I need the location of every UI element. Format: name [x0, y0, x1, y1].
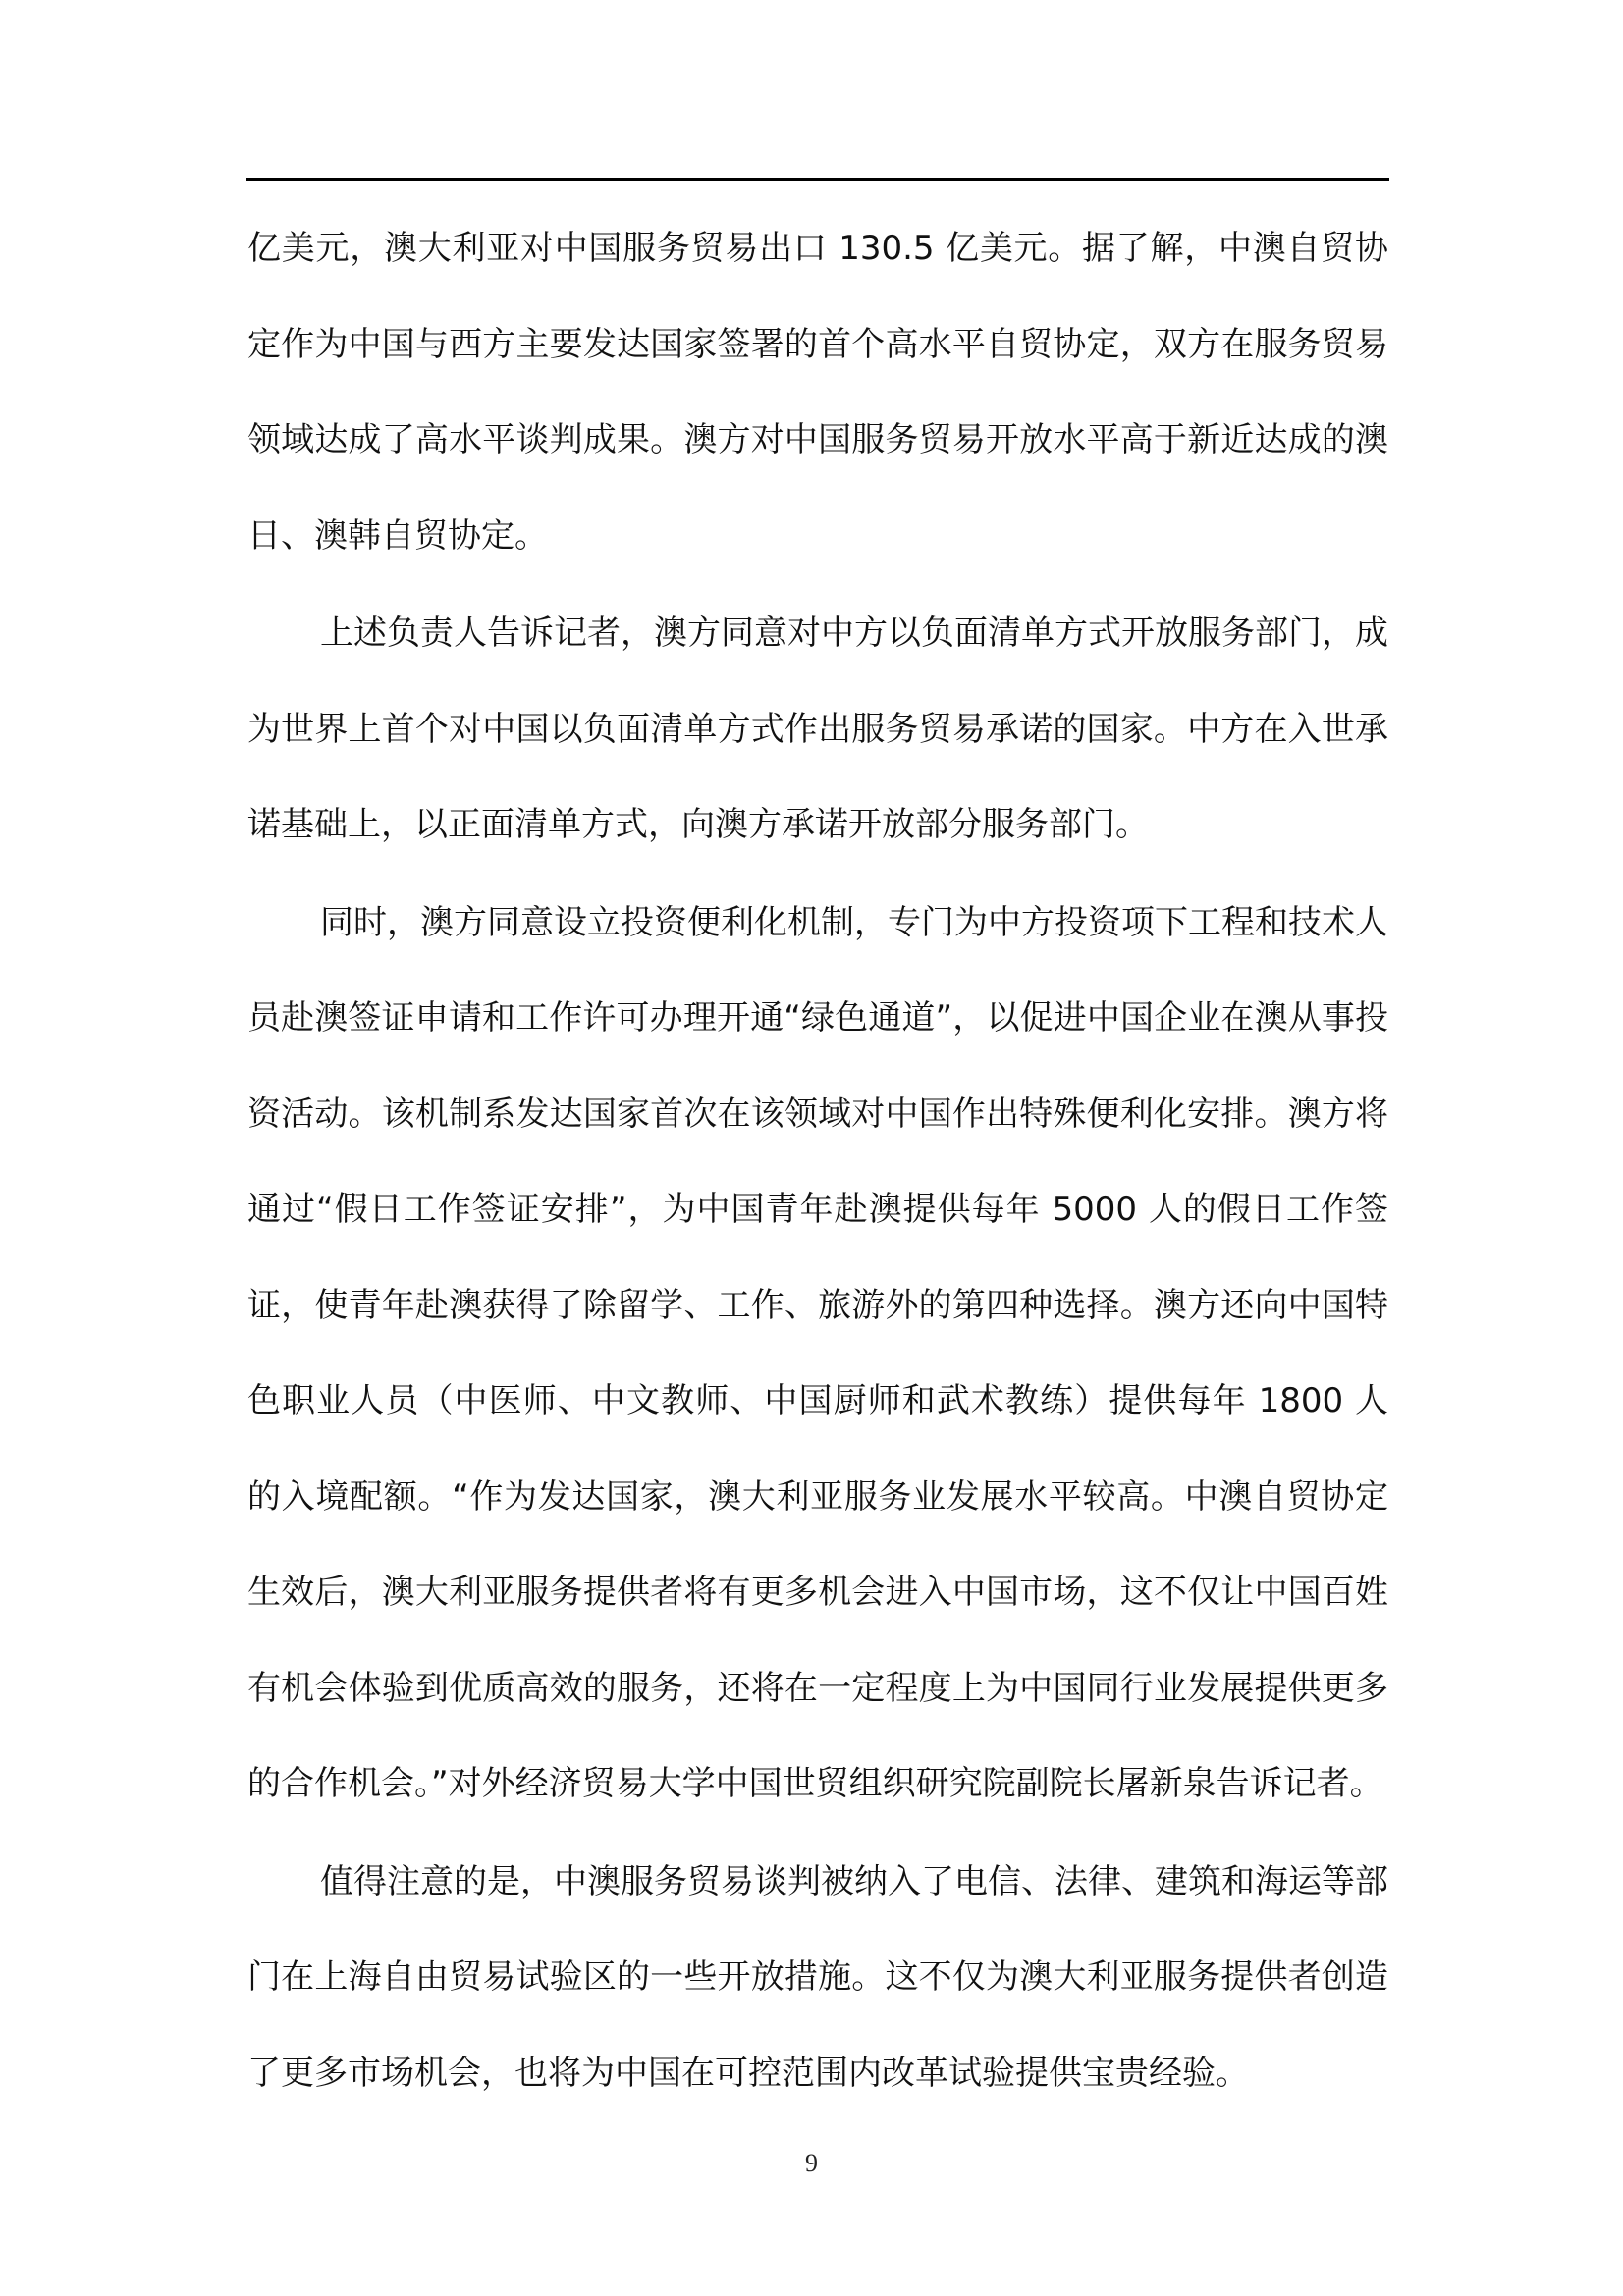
paragraph-3: 同时，澳方同意设立投资便利化机制，专门为中方投资项下工程和技术人员赴澳签证申请和工作许可办理开通“绿色通道”，以促进中国企业在澳从事投资活动。该机制系发达国家首次在该领域对中国作出特殊便利化安排。澳方将通过“假日工作签证安排”，为中国青年赴澳提供每年 5000 人的假日工作签证，使青年赴澳获得了除留学、工作、旅游外的第四种选择。澳方还向中国特色职业人员（中医师、中文教师、中国厨师和武术教练）提供每年 1800 人的入境配额。“作为发达国家，澳大利亚服务业发展水平较高。中澳自贸协定生效后，澳大利亚服务提供者将有更多机会进入中国市场，这不仅让中国百姓有机会体验到优质高效的服务，还将在一定程度上为中国同行业发展提供更多的合作机会。”对外经济贸易大学中国世贸组织研究院副院长屠新泉告诉记者。 [247, 902, 1388, 1803]
header-rule [246, 178, 1389, 181]
paragraph-4: 值得注意的是，中澳服务贸易谈判被纳入了电信、法律、建筑和海运等部门在上海自由贸易试验区的一些开放措施。这不仅为澳大利亚服务提供者创造了更多市场机会，也将为中国在可控范围内改革试验提供宝贵经验。 [247, 1861, 1388, 2093]
paragraph-1: 亿美元，澳大利亚对中国服务贸易出口 130.5 亿美元。据了解，中澳自贸协定作为中国与西方主要发达国家签署的首个高水平自贸协定，双方在服务贸易领域达成了高水平谈判成果。澳方对中国服务贸易开放水平高于新近达成的澳日、澳韩自贸协定。 [247, 229, 1388, 556]
paragraph-2: 上述负责人告诉记者，澳方同意对中方以负面清单方式开放服务部门，成为世界上首个对中国以负面清单方式作出服务贸易承诺的国家。中方在入世承诺基础上，以正面清单方式，向澳方承诺开放部分服务部门。 [247, 614, 1388, 844]
document-body [247, 201, 1388, 2123]
page-number: 9 [805, 2149, 818, 2177]
